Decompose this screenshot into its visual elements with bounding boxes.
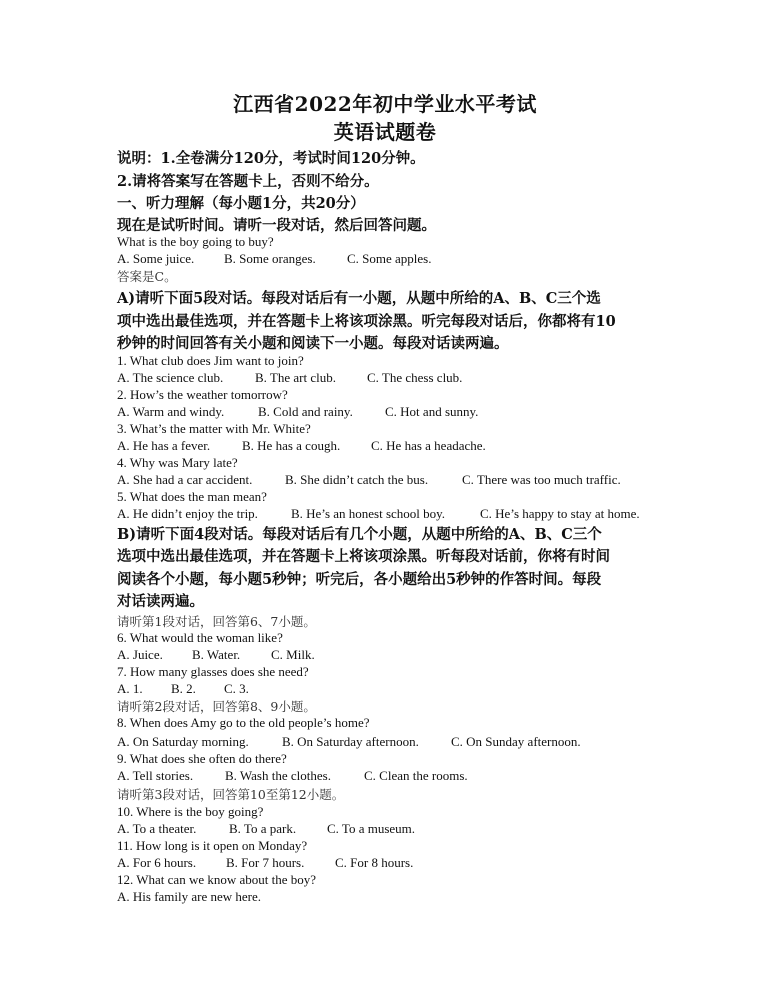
option: A. On Saturday morning. xyxy=(117,734,249,749)
question-4: 4. Why was Mary late? xyxy=(117,455,238,470)
trial-answer: 答案是C。 xyxy=(117,269,177,284)
question-11: 11. How long is it open on Monday? xyxy=(117,838,308,853)
option: A. 1. xyxy=(117,681,143,696)
option: C. Hot and sunny. xyxy=(385,404,479,419)
option: B. Water. xyxy=(192,647,241,662)
question-11-options xyxy=(117,855,413,871)
partA-intro-line: A)请听下面5段对话。每段对话后有一小题，从题中所给的A、B、C三个选 xyxy=(117,290,601,307)
question-6: 6. What would the woman like? xyxy=(117,630,283,645)
question-2: 2. How’s the weather tomorrow? xyxy=(117,387,288,402)
question-10: 10. Where is the boy going? xyxy=(117,804,264,819)
partB-intro-line: B)请听下面4段对话。每段对话后有几个小题，从题中所给的A、B、C三个 xyxy=(117,526,602,543)
option: A. He has a fever. xyxy=(117,438,211,453)
partB-intro-line: 阅读各个小题，每小题5秒钟；听完后，各小题给出5秒钟的作答时间。每段 xyxy=(117,571,602,588)
partB-intro-line: 对话读两遍。 xyxy=(117,593,204,610)
option: A. He didn’t enjoy the trip. xyxy=(117,506,258,521)
question-5: 5. What does the man mean? xyxy=(117,489,267,504)
option: C. For 8 hours. xyxy=(335,855,414,870)
question-9: 9. What does she often do there? xyxy=(117,751,287,766)
exam-subtitle: 英语试题卷 xyxy=(333,120,437,144)
partA-intro-line: 项中选出最佳选项，并在答题卡上将该项涂黑。听完每段对话后，你都将有10 xyxy=(117,313,616,330)
option: B. Wash the clothes. xyxy=(225,768,331,783)
option: A. The science club. xyxy=(117,370,224,385)
option: B. For 7 hours. xyxy=(226,855,305,870)
instruction-line-1: 说明：1.全卷满分120分，考试时间120分钟。 xyxy=(117,150,425,167)
option: C. 3. xyxy=(224,681,249,696)
exam-title: 江西省2022年初中学业水平考试 xyxy=(233,92,537,116)
question-4-options xyxy=(117,472,621,488)
question-1: 1. What club does Jim want to join? xyxy=(117,353,304,368)
dialog-2-instruction: 请听第2段对话，回答第8、9小题。 xyxy=(117,699,316,714)
option: B. She didn’t catch the bus. xyxy=(285,472,429,487)
section1-heading: 一、听力理解（每小题1分，共20分） xyxy=(117,195,365,212)
option: A. She had a car accident. xyxy=(117,472,253,487)
dialog-3-instruction: 请听第3段对话，回答第10至第12小题。 xyxy=(117,787,345,802)
option: C. To a museum. xyxy=(327,821,416,836)
question-7: 7. How many glasses does she need? xyxy=(117,664,309,679)
option: A. Tell stories. xyxy=(117,768,194,783)
option: B. To a park. xyxy=(229,821,297,836)
option: A. His family are new here. xyxy=(117,889,262,904)
option: B. Some oranges. xyxy=(224,251,316,266)
question-1-options xyxy=(117,370,462,386)
option: B. The art club. xyxy=(255,370,336,385)
option: B. 2. xyxy=(171,681,196,696)
option: A. For 6 hours. xyxy=(117,855,197,870)
partB-intro-line: 选项中选出最佳选项，并在答题卡上将该项涂黑。听每段对话前，你将有时间 xyxy=(117,548,610,565)
question-12: 12. What can we know about the boy? xyxy=(117,872,317,887)
option: C. He’s happy to stay at home. xyxy=(480,506,640,521)
trial-question: What is the boy going to buy? xyxy=(117,234,274,249)
option: C. The chess club. xyxy=(367,370,463,385)
option: B. Cold and rainy. xyxy=(258,404,353,419)
question-9-options xyxy=(117,768,468,784)
option: A. Juice. xyxy=(117,647,163,662)
option: C. He has a headache. xyxy=(371,438,486,453)
option: A. To a theater. xyxy=(117,821,197,836)
question-12-options xyxy=(117,889,261,905)
question-5-options xyxy=(117,506,640,522)
trial-options xyxy=(117,251,432,267)
question-6-options xyxy=(117,647,315,663)
question-3: 3. What’s the matter with Mr. White? xyxy=(117,421,311,436)
option: C. Clean the rooms. xyxy=(364,768,468,783)
option: C. On Sunday afternoon. xyxy=(451,734,581,749)
dialog-1-instruction: 请听第1段对话，回答第6、7小题。 xyxy=(117,614,316,629)
trial-intro: 现在是试听时间。请听一段对话，然后回答问题。 xyxy=(117,217,436,234)
instruction-line-2: 2.请将答案写在答题卡上，否则不给分。 xyxy=(117,173,379,190)
question-10-options xyxy=(117,821,415,837)
question-3-options xyxy=(117,438,486,454)
option: B. On Saturday afternoon. xyxy=(282,734,419,749)
question-8-options xyxy=(117,734,581,750)
option: C. Milk. xyxy=(271,647,315,662)
question-7-options xyxy=(117,681,249,697)
option: B. He’s an honest school boy. xyxy=(291,506,446,521)
question-8: 8. When does Amy go to the old people’s home? xyxy=(117,715,370,730)
option: C. Some apples. xyxy=(347,251,432,266)
partA-intro-line: 秒钟的时间回答有关小题和阅读下一小题。每段对话读两遍。 xyxy=(117,335,509,352)
option: A. Warm and windy. xyxy=(117,404,225,419)
question-2-options xyxy=(117,404,478,420)
option: C. There was too much traffic. xyxy=(462,472,621,487)
option: B. He has a cough. xyxy=(242,438,341,453)
option: A. Some juice. xyxy=(117,251,195,266)
